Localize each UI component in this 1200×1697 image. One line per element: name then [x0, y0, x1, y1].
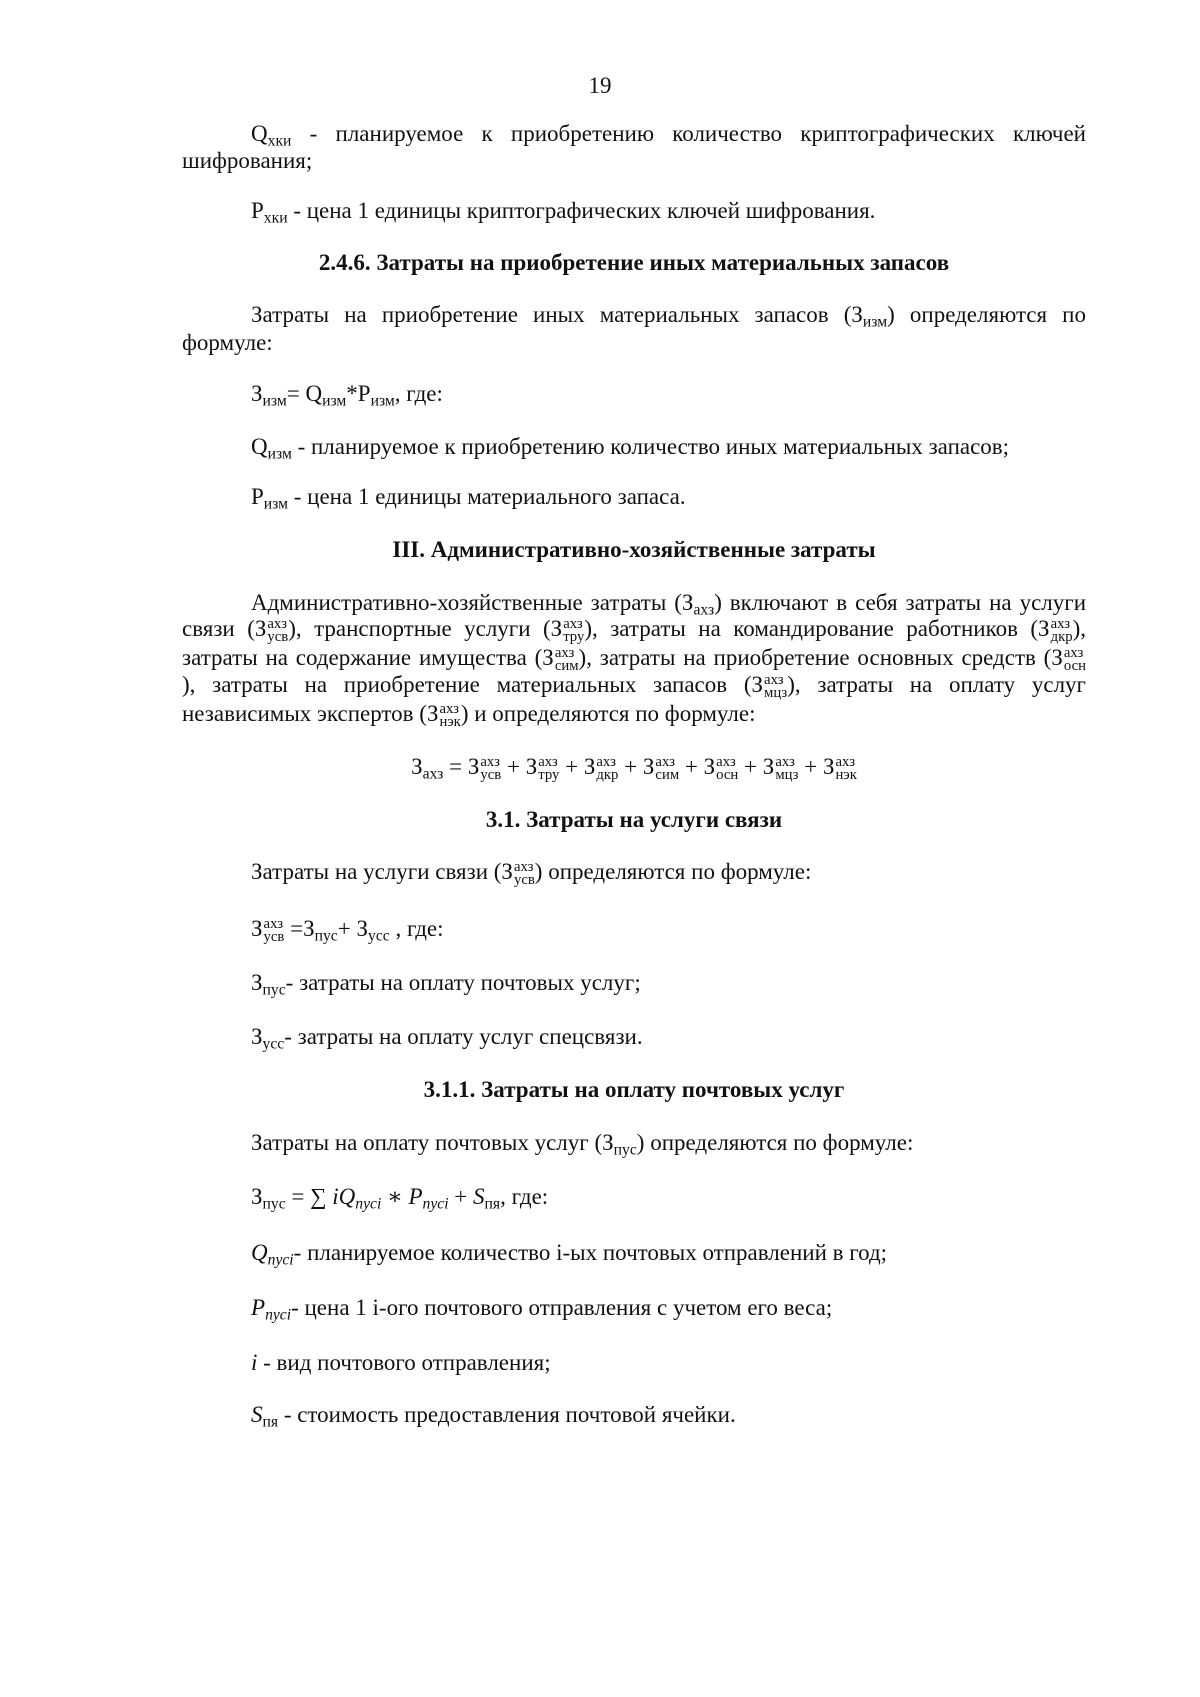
definition-s-pya: $S_{пя}$ - стоимость предоставления почтовой ячейки. [251, 1402, 736, 1431]
definition-q-pus-i: $Q_{пусi}-$ планируемое количество i-ых почтовых отправлений в год; [251, 1240, 888, 1269]
paragraph-adm-line-5: независимых экспертов (З ахз нэк ) и определяются по формуле: [182, 701, 756, 730]
page-number: 19 [588, 73, 612, 98]
definition-z-pus: $З_{пус}-$ затраты на оплату почтовых услуг; [251, 970, 641, 999]
section-heading-2-4-6: 2.4.6. Затраты на приобретение иных материальных запасов [318, 250, 950, 275]
formula-z-usv: З ахз усв $=З_{пус}+ З_{усс}$ , где: [251, 916, 444, 945]
paragraph-adm-line-2: связи (З ахз усв ), транспортные услуги (З ахз тру ), затраты на командирование работников (З ахз дкр ), [182, 616, 1086, 645]
paragraph-q-xki-cont: шифрования; [182, 148, 313, 173]
paragraph-3-1: Затраты на услуги связи (З ахз усв ) определяются по формуле: [251, 859, 812, 888]
definition-p-pus-i: $P_{пусi}-$ цена 1 i-ого почтового отправления с учетом его веса; [251, 1295, 833, 1324]
paragraph-q-xki: $Q_{хки}$ - планируемое к приобретению количество криптографических ключей [251, 121, 1086, 150]
definition-i: i - вид почтового отправления; [251, 1350, 551, 1375]
paragraph-p-xki: $P_{хки}$ - цена 1 единицы криптографических ключей шифрования. [251, 198, 876, 227]
paragraph-3-1-1: Затраты на оплату почтовых услуг $(З_{пус})$ определяются по формуле: [251, 1130, 914, 1159]
paragraph-izm-intro-cont: формуле: [182, 330, 273, 355]
section-heading-iii: III. Административно-хозяйственные затраты [392, 537, 876, 562]
definition-q-izm: $Q_{изм}$ - планируемое к приобретению количество иных материальных запасов; [251, 434, 1010, 463]
formula-z-pus: $З_{пус}$ = ∑ $iQ_{пусi}$ ∗ $P_{пусi} + S_{пя}$, где: [251, 1184, 549, 1213]
formula-z-axz: $З_{ахз} = З$ ахз усв + З ахз тру + З ахз дкр + З ахз сим + З ахз осн + З ахз мцз + З ахз нэк [411, 754, 857, 783]
definition-z-uss: $З_{усс}-$ затраты на оплату услуг спецсвязи. [251, 1024, 643, 1053]
paragraph-adm-line-1: Административно-хозяйственные затраты $(З_{ахз})$ включают в себя затраты на услуги [251, 590, 1086, 619]
section-heading-3-1: 3.1. Затраты на услуги связи [485, 807, 783, 832]
section-heading-3-1-1: 3.1.1. Затраты на оплату почтовых услуг [423, 1077, 845, 1102]
paragraph-adm-line-4: ), затраты на приобретение материальных запасов (З ахз мцз ), затраты на оплату услуг [182, 672, 1086, 701]
formula-z-izm: $З_{изм}= Q_{изм}*P_{изм}$, где: [251, 381, 443, 410]
definition-p-izm: $P_{изм}$ - цена 1 единицы материального запаса. [251, 484, 686, 513]
paragraph-izm-intro: Затраты на приобретение иных материальных запасов $(З_{изм})$ определяются по [251, 302, 1086, 331]
paragraph-adm-line-3: затраты на содержание имущества (З ахз сим ), затраты на приобретение основных средств (З ахз осн [182, 645, 1086, 674]
